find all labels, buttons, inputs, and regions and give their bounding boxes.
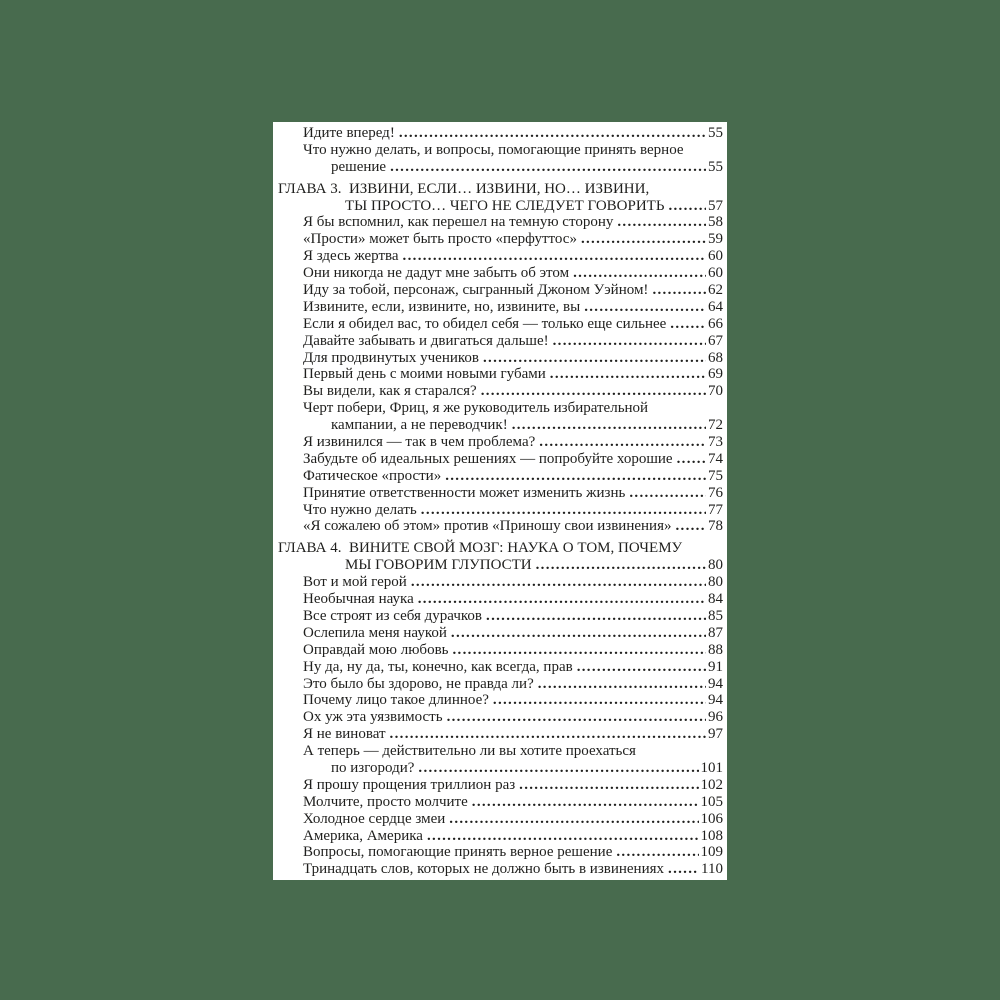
toc-entry-title: Ну да, ну да, ты, конечно, как всегда, прав xyxy=(303,658,573,675)
toc-page-number: 55 xyxy=(708,158,723,175)
toc-line xyxy=(273,557,723,574)
dot-leader xyxy=(390,726,706,743)
dot-leader xyxy=(573,265,706,282)
toc-line xyxy=(273,574,723,591)
toc-line xyxy=(273,383,723,400)
toc-line xyxy=(273,828,723,845)
dot-leader xyxy=(449,811,698,828)
toc-line xyxy=(273,333,723,350)
toc-entry-title: кампании, а не переводчик! xyxy=(331,417,508,434)
toc-page-number: 94 xyxy=(708,675,723,692)
toc-entry-title: Я не виноват xyxy=(303,726,386,743)
toc-entry-title: решение xyxy=(331,158,387,175)
toc-entry-title: Я извинился — так в чем проблема? xyxy=(303,434,536,451)
toc-page-number: 70 xyxy=(708,383,723,400)
toc-line xyxy=(273,142,723,159)
toc-page-number: 76 xyxy=(708,484,723,501)
toc-line xyxy=(273,608,723,625)
dot-leader xyxy=(512,417,706,434)
dot-leader xyxy=(629,485,706,502)
toc-page-number: 72 xyxy=(708,417,723,434)
toc-line xyxy=(273,485,723,502)
dot-leader xyxy=(536,557,706,574)
toc-entry-title: Идите вперед! xyxy=(303,125,395,141)
toc-line xyxy=(273,434,723,451)
toc-entry-title: Это было бы здорово, не правда ли? xyxy=(303,675,534,692)
toc-line xyxy=(273,502,723,519)
dot-leader xyxy=(481,383,706,400)
toc-line xyxy=(273,760,723,777)
toc-page-number: 62 xyxy=(708,282,723,299)
toc-page-number: 96 xyxy=(708,709,723,726)
toc-entry-title: Они никогда не дадут мне забыть об этом xyxy=(303,265,570,282)
toc-line xyxy=(273,265,723,282)
toc-entry-title: Ох уж эта уязвимость xyxy=(303,709,443,726)
toc-entry-title: Для продвинутых учеников xyxy=(303,349,479,366)
toc-entry-title: Что нужно делать xyxy=(303,501,417,518)
toc-line xyxy=(273,214,723,231)
toc-entry-title: Если я обидел вас, то обидел себя — только еще сильнее xyxy=(303,315,667,332)
toc-entry-title: ГЛАВА 3. ИЗВИНИ, ЕСЛИ… ИЗВИНИ, НО… ИЗВИНИ, xyxy=(278,180,650,197)
toc-entry-title: Холодное сердце змеи xyxy=(303,810,446,827)
dot-leader xyxy=(538,676,706,693)
toc-line xyxy=(273,125,723,142)
toc-page-number: 64 xyxy=(708,298,723,315)
toc-entry-title: по изгороди? xyxy=(331,759,415,776)
dot-leader xyxy=(453,642,707,659)
toc-line xyxy=(273,282,723,299)
toc-page-number: 102 xyxy=(700,776,723,793)
toc-entry-title: «Я сожалею об этом» против «Приношу свои извинения» xyxy=(303,518,672,535)
toc-line xyxy=(273,659,723,676)
dot-leader xyxy=(677,451,706,468)
dot-leader xyxy=(493,692,706,709)
toc-entry-title: Вопросы, помогающие принять верное решение xyxy=(303,844,613,861)
dot-leader xyxy=(418,591,706,608)
dot-leader xyxy=(403,248,706,265)
dot-leader xyxy=(418,760,698,777)
toc-page-number: 88 xyxy=(708,641,723,658)
toc-line xyxy=(273,417,723,434)
toc-page-number: 74 xyxy=(708,450,723,467)
toc-line xyxy=(273,198,723,215)
toc-entry-title: Почему лицо такое длинное? xyxy=(303,692,489,709)
toc-line xyxy=(273,743,723,760)
dot-leader xyxy=(670,316,706,333)
toc-page-number: 57 xyxy=(708,197,723,214)
dot-leader xyxy=(668,198,706,215)
toc-entry-title: Давайте забывать и двигаться дальше! xyxy=(303,332,549,349)
toc-line xyxy=(273,468,723,485)
book-page xyxy=(273,122,727,880)
toc-line xyxy=(273,692,723,709)
toc-line xyxy=(273,231,723,248)
toc-line xyxy=(273,540,723,557)
toc-line xyxy=(273,350,723,367)
toc-page-number: 66 xyxy=(708,315,723,332)
toc-entry-title: Иду за тобой, персонаж, сыгранный Джоном Уэйном! xyxy=(303,282,649,299)
toc-entry-title: Первый день с моими новыми губами xyxy=(303,366,546,383)
dot-leader xyxy=(451,625,706,642)
toc-line xyxy=(273,709,723,726)
dot-leader xyxy=(577,659,706,676)
toc-line xyxy=(273,299,723,316)
toc-line xyxy=(273,642,723,659)
toc-line xyxy=(273,248,723,265)
toc-page-number: 105 xyxy=(700,793,723,810)
toc-line xyxy=(273,518,723,535)
dot-leader xyxy=(519,777,698,794)
toc-line xyxy=(273,861,723,878)
dot-leader xyxy=(675,518,706,535)
toc-entry-title: ТЫ ПРОСТО… ЧЕГО НЕ СЛЕДУЕТ ГОВОРИТЬ xyxy=(345,197,665,214)
toc-page-number: 73 xyxy=(708,434,723,451)
toc-page-number: 60 xyxy=(708,248,723,265)
toc-page-number: 60 xyxy=(708,265,723,282)
toc-entry-title: Я бы вспомнил, как перешел на темную сторону xyxy=(303,214,614,231)
toc-line xyxy=(273,591,723,608)
toc-entry-title: «Прости» может быть просто «перфуттос» xyxy=(303,231,577,248)
toc-page-number: 69 xyxy=(708,366,723,383)
dot-leader xyxy=(539,434,706,451)
dot-leader xyxy=(483,350,706,367)
toc-page-number: 109 xyxy=(700,844,723,861)
toc-entry-title: Я здесь жертва xyxy=(303,248,399,265)
toc-page-number: 110 xyxy=(701,861,723,878)
toc-page-number: 101 xyxy=(700,759,723,776)
toc-page-number: 84 xyxy=(708,591,723,608)
toc-line xyxy=(273,726,723,743)
table-of-contents xyxy=(273,125,723,878)
toc-page-number: 97 xyxy=(708,726,723,743)
toc-page-number: 59 xyxy=(708,231,723,248)
toc-line xyxy=(273,625,723,642)
toc-line xyxy=(273,400,723,417)
toc-page-number: 78 xyxy=(708,518,723,535)
toc-line xyxy=(273,316,723,333)
toc-page-number: 106 xyxy=(700,810,723,827)
toc-line xyxy=(273,811,723,828)
dot-leader xyxy=(486,608,706,625)
toc-entry-title: А теперь — действительно ли вы хотите проехаться xyxy=(303,743,636,760)
toc-line xyxy=(273,451,723,468)
toc-entry-title: Тринадцать слов, которых не должно быть в извинениях xyxy=(303,861,665,878)
dot-leader xyxy=(411,574,706,591)
dot-leader xyxy=(472,794,699,811)
toc-line xyxy=(273,777,723,794)
toc-entry-title: Вот и мой герой xyxy=(303,574,407,591)
toc-entry-title: МЫ ГОВОРИМ ГЛУПОСТИ xyxy=(345,557,532,574)
toc-line xyxy=(273,676,723,693)
dot-leader xyxy=(427,828,699,845)
toc-page-number: 108 xyxy=(700,827,723,844)
toc-entry-title: Ослепила меня наукой xyxy=(303,624,447,641)
dot-leader xyxy=(447,709,706,726)
toc-entry-title: Вы видели, как я старался? xyxy=(303,383,477,400)
toc-entry-title: Америка, Америка xyxy=(303,827,423,844)
toc-entry-title: Извините, если, извините, но, извините, вы xyxy=(303,298,581,315)
toc-page-number: 58 xyxy=(708,214,723,231)
toc-entry-title: Оправдай мою любовь xyxy=(303,641,449,658)
toc-page-number: 77 xyxy=(708,501,723,518)
toc-page-number: 85 xyxy=(708,607,723,624)
dot-leader xyxy=(584,299,706,316)
dot-leader xyxy=(445,468,706,485)
toc-line xyxy=(273,844,723,861)
toc-entry-title: ГЛАВА 4. ВИНИТЕ СВОЙ МОЗГ: НАУКА О ТОМ, ПОЧЕМУ xyxy=(278,540,683,557)
toc-page-number: 94 xyxy=(708,692,723,709)
toc-line xyxy=(273,159,723,176)
toc-entry-title: Все строят из себя дурачков xyxy=(303,607,483,624)
toc-entry-title: Что нужно делать, и вопросы, помогающие принять верное xyxy=(303,141,684,158)
dot-leader xyxy=(652,282,706,299)
dot-leader xyxy=(668,861,699,878)
toc-page-number: 87 xyxy=(708,624,723,641)
toc-entry-title: Я прошу прощения триллион раз xyxy=(303,776,516,793)
toc-entry-title: Черт побери, Фриц, я же руководитель избирательной xyxy=(303,400,649,417)
toc-page-number: 80 xyxy=(708,557,723,574)
toc-entry-title: Необычная наука xyxy=(303,591,414,608)
toc-page-number: 67 xyxy=(708,332,723,349)
toc-page-number: 80 xyxy=(708,574,723,591)
dot-leader xyxy=(399,125,706,142)
dot-leader xyxy=(421,502,706,519)
toc-line xyxy=(273,794,723,811)
toc-entry-title: Принятие ответственности может изменить жизнь xyxy=(303,484,626,501)
dot-leader xyxy=(553,333,706,350)
toc-page-number: 75 xyxy=(708,467,723,484)
dot-leader xyxy=(581,231,706,248)
dot-leader xyxy=(390,159,706,176)
toc-page-number: 91 xyxy=(708,658,723,675)
dot-leader xyxy=(617,214,706,231)
toc-line xyxy=(273,366,723,383)
dot-leader xyxy=(616,844,698,861)
toc-page-number: 68 xyxy=(708,349,723,366)
toc-entry-title: Забудьте об идеальных решениях — попробуйте хорошие xyxy=(303,450,673,467)
toc-page-number: 55 xyxy=(708,125,723,141)
toc-entry-title: Фатическое «прости» xyxy=(303,467,442,484)
toc-line xyxy=(273,181,723,198)
dot-leader xyxy=(550,366,706,383)
toc-entry-title: Молчите, просто молчите xyxy=(303,793,468,810)
